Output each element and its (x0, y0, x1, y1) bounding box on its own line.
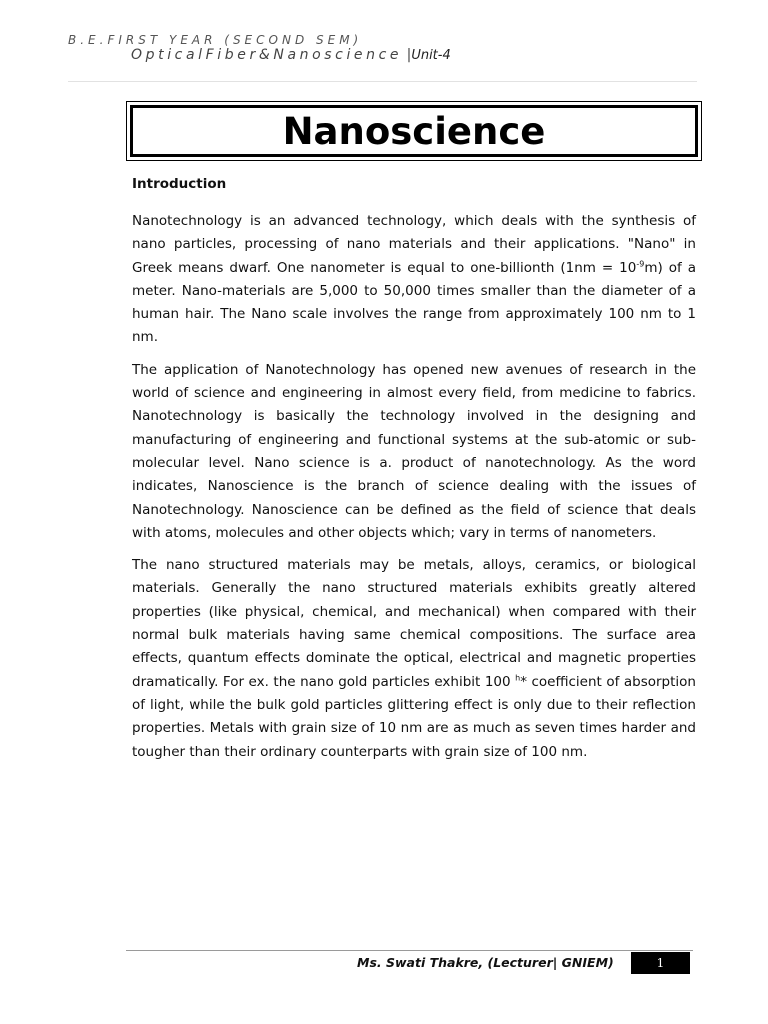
paragraph-1-superscript: -9 (636, 259, 645, 269)
footer-divider (126, 950, 693, 951)
paragraph-3-text-a: The nano structured materials may be metals, alloys, ceramics, or biological materials. Generally the nano structured materials exhibits greatly altered properties (like physical, chemical, and mechanical) when compared with their normal bulk materials having same chemical compositions. The surface area effects, quantum effects dominate the optical, electrical and magnetic properties dramatically. For ex. the nano gold particles exhibit 100 (132, 557, 696, 690)
header-course: B.E.FIRST YEAR (SECOND SEM) (68, 33, 363, 47)
paragraph-1-text-b: m) of a meter. Nano-materials are 5,000 to 50,000 times smaller than the diameter of a human hair. The Nano scale involves the range from approximately 100 nm to 1 nm. (132, 259, 696, 346)
header-divider (68, 81, 697, 82)
paragraph-1-text-a: Nanotechnology is an advanced technology, which deals with the synthesis of nano particles, processing of nano materials and their applications. "Nano" in Greek means dwarf. One nanometer is equal to one-billionth (1nm = 10 (132, 213, 696, 276)
paragraph-3-text-b: * coefficient of absorption of light, while the bulk gold particles glittering effect is only due to their reflection properties. Metals with grain size of 10 nm are as much as seven times harder and tougher than their ordinary counterparts with grain size of 100 nm. (132, 673, 696, 760)
title-frame (126, 101, 702, 161)
section-heading: Introduction (132, 176, 227, 192)
paragraph-3 (132, 554, 696, 764)
page-title: Nanoscience (130, 105, 698, 157)
header-subject: OpticalFiber&Nanoscience (131, 47, 403, 63)
paragraph-2: The application of Nanotechnology has opened new avenues of research in the world of science and engineering in almost every field, from medicine to fabrics. Nanotechnology is basically the technology involved in the designing and manufacturing of engineering and functional systems at the sub-atomic or sub-molecular level. Nano science is a. product of nanotechnology. As the word indicates, Nanoscience is the branch of science dealing with the issues of Nanotechnology. Nanoscience can be defined as the field of science that deals with atoms, molecules and other objects which; vary in terms of nanometers. (132, 361, 696, 541)
header-subject-line (131, 47, 451, 63)
paragraph-1 (132, 210, 696, 350)
header-unit: Unit-4 (411, 48, 451, 63)
page-number: 1 (631, 952, 690, 974)
main-content (132, 173, 696, 773)
header-separator: | (406, 47, 412, 63)
footer-author: Ms. Swati Thakre, (Lecturer| GNIEM) (357, 955, 614, 970)
paragraph-3-superscript: h (515, 673, 521, 683)
